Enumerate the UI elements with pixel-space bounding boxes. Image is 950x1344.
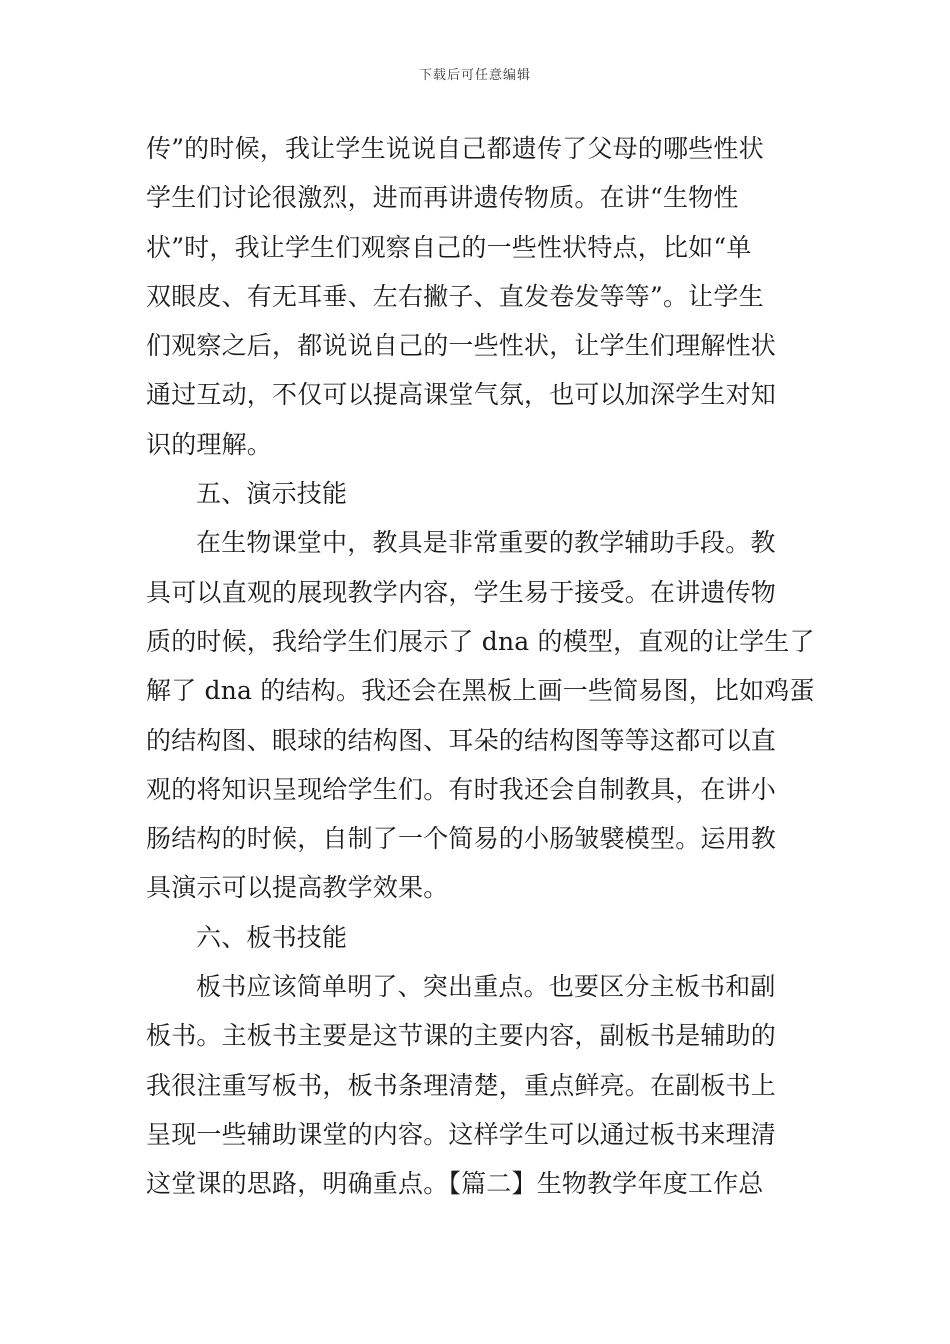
text-line: 具演示可以提高教学效果。	[146, 873, 449, 903]
text-line: 这堂课的思路，明确重点。【篇二】生物教学年度工作总	[146, 1169, 764, 1199]
text-line: 的结构图、眼球的结构图、耳朵的结构图等等这都可以直	[146, 725, 777, 755]
text-line: 学生们讨论很激烈，进而再讲遗传物质。在讲“生物性	[146, 183, 739, 213]
text-line: 们观察之后，都说说自己的一些性状，让学生们理解性状	[146, 331, 777, 361]
document-body	[146, 124, 815, 1209]
text-line: 双眼皮、有无耳垂、左右撇子、直发卷发等等”。让学生	[146, 281, 764, 311]
text-line: 具可以直观的展现教学内容，学生易于接受。在讲遗传物	[146, 577, 777, 607]
text-line: 肠结构的时候，自制了一个简易的小肠皱襞模型。运用教	[146, 824, 777, 854]
text-line: 质的时候，我给学生们展示了 dna 的模型，直观的让学生了	[146, 626, 815, 656]
paragraph-start: 在生物课堂中，教具是非常重要的教学辅助手段。教	[196, 528, 776, 558]
section-heading-blackboard: 六、板书技能	[196, 922, 348, 952]
text-line: 通过互动，不仅可以提高课堂气氛，也可以加深学生对知	[146, 380, 777, 410]
page-header: 下载后可任意编辑	[418, 68, 531, 83]
text-line: 板书。主板书主要是这节课的主要内容，副板书是辅助的	[146, 1021, 777, 1051]
text-line: 解了 dna 的结构。我还会在黑板上画一些简易图，比如鸡蛋	[146, 676, 815, 706]
text-line: 传”的时候，我让学生说说自己都遗传了父母的哪些性状	[146, 134, 764, 163]
text-line: 状”时，我让学生们观察自己的一些性状特点，比如“单	[146, 232, 752, 262]
text-line: 我很注重写板书，板书条理清楚，重点鲜亮。在副板书上	[146, 1070, 777, 1100]
text-line: 识的理解。	[146, 429, 273, 459]
text-line: 观的将知识呈现给学生们。有时我还会自制教具，在讲小	[146, 774, 777, 804]
paragraph-start: 板书应该简单明了、突出重点。也要区分主板书和副	[196, 972, 776, 1002]
section-heading-demonstration: 五、演示技能	[196, 479, 348, 509]
text-line: 呈现一些辅助课堂的内容。这样学生可以通过板书来理清	[146, 1119, 777, 1149]
